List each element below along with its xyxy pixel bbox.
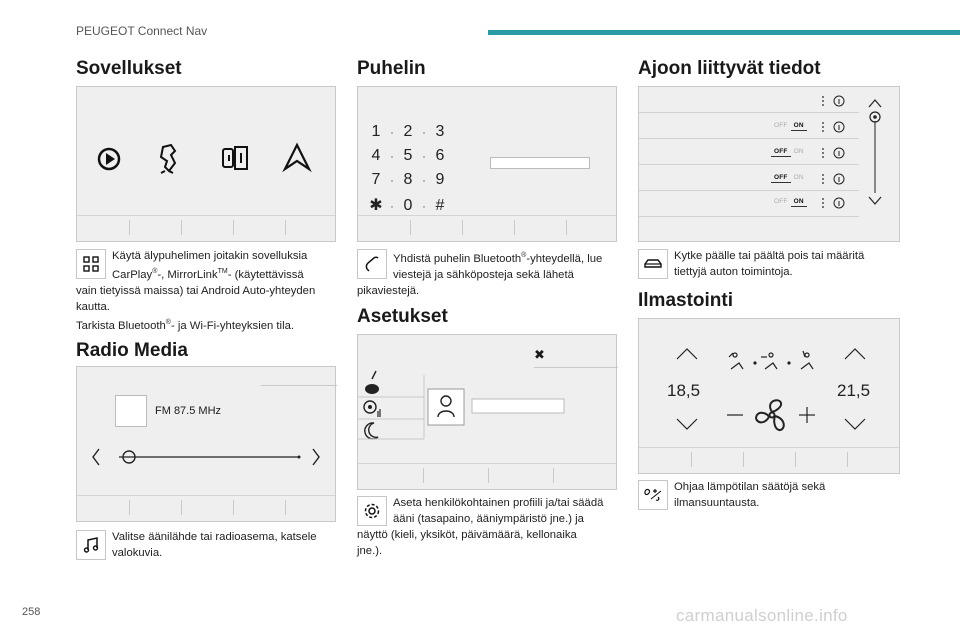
- driving-screen: [638, 86, 900, 242]
- settings-screen: [357, 334, 617, 490]
- profile-name-field[interactable]: [472, 399, 564, 413]
- fan-icon: [756, 400, 784, 430]
- info-icon[interactable]: [834, 96, 844, 106]
- driving-description: Kytke päälle tai päältä pois tai määritä tiettyjä auton toimintoja.: [674, 250, 865, 278]
- key-1[interactable]: 1: [371, 123, 381, 140]
- key-7[interactable]: 7: [371, 171, 381, 188]
- running-header: PEUGEOT Connect Nav: [76, 24, 208, 38]
- key-hash[interactable]: #: [435, 197, 445, 214]
- apps-description: Käytä älypuhelimen joitakin sovelluksia CarPlay®-, MirrorLink™- (käytettävissä vain tietyissä maissa) tai Android Auto-yhteyden kautta. Tarkista Bluetooth®- ja Wi-Fi-yhteyksien tila.: [76, 250, 316, 332]
- key-6[interactable]: 6: [435, 147, 445, 164]
- palette-icon[interactable]: [365, 371, 379, 394]
- air-flow-face-icon[interactable]: [761, 353, 777, 369]
- section-title-driving: Ajoon liittyvät tiedot: [638, 58, 821, 79]
- key-5[interactable]: 5: [403, 147, 413, 164]
- info-icon[interactable]: [834, 174, 844, 184]
- carplay-icon[interactable]: [99, 149, 119, 169]
- android-auto-icon[interactable]: [285, 145, 309, 169]
- sound-settings-icon[interactable]: [364, 401, 380, 417]
- previous-icon[interactable]: [93, 449, 99, 465]
- key-8[interactable]: 8: [403, 171, 413, 188]
- more-options-icon[interactable]: [822, 96, 824, 106]
- key-star[interactable]: ✱: [369, 197, 383, 214]
- key-3[interactable]: 3: [435, 123, 445, 140]
- temp-right: 21,5: [837, 381, 871, 400]
- radio-description: Valitse äänilähde tai radioasema, katsele valokuvia.: [112, 531, 317, 559]
- phone-description: Yhdistä puhelin Bluetooth®-yhteydellä, lue viestejä ja sähköposteja sekä lähetä pikaviestejä.: [357, 252, 603, 297]
- night-mode-icon[interactable]: [365, 423, 378, 439]
- more-options-icon[interactable]: [822, 148, 824, 158]
- header-accent-bar: [488, 30, 960, 35]
- watermark: carmanualsonline.info: [676, 606, 848, 625]
- temp-right-down-icon[interactable]: [845, 419, 865, 429]
- air-flow-feet-icon[interactable]: [801, 351, 813, 369]
- scroll-up-icon[interactable]: [869, 100, 881, 107]
- peugeot-lion-icon[interactable]: [161, 145, 175, 173]
- temp-right-up-icon[interactable]: [845, 349, 865, 359]
- apps-screen: [76, 86, 336, 242]
- page-number: 258: [22, 606, 41, 618]
- section-title-apps: Sovellukset: [76, 58, 182, 79]
- fan-increase-icon[interactable]: [799, 407, 815, 423]
- section-title-settings: Asetukset: [357, 306, 448, 327]
- close-icon[interactable]: ✖: [534, 347, 545, 362]
- next-icon[interactable]: [313, 449, 319, 465]
- mirrorlink-icon[interactable]: [223, 147, 247, 169]
- toggle-3[interactable]: OFF ON: [771, 173, 807, 183]
- section-title-radio: Radio Media: [76, 340, 188, 361]
- more-options-icon[interactable]: [822, 174, 824, 184]
- toggle-4[interactable]: OFF ON: [771, 197, 807, 207]
- info-icon[interactable]: [834, 122, 844, 132]
- radio-screen: [76, 366, 336, 522]
- key-4[interactable]: 4: [371, 147, 381, 164]
- air-flow-windshield-icon[interactable]: [729, 353, 743, 369]
- phone-screen: 1 · 2 · 3 4 · 5 · 6 7 · 8 · 9 ✱ · 0 · #: [357, 86, 617, 242]
- temp-left-up-icon[interactable]: [677, 349, 697, 359]
- more-options-icon[interactable]: [822, 198, 824, 208]
- key-0[interactable]: 0: [403, 197, 413, 214]
- number-display: [490, 157, 590, 169]
- section-title-climate: Ilmastointi: [638, 290, 734, 311]
- key-2[interactable]: 2: [403, 123, 413, 140]
- climate-description: Ohjaa lämpötilan säätöjä sekä ilmansuuntausta.: [674, 481, 826, 509]
- toggle-2[interactable]: OFF ON: [771, 147, 807, 157]
- info-icon[interactable]: [834, 198, 844, 208]
- section-title-phone: Puhelin: [357, 58, 426, 79]
- scroll-down-icon[interactable]: [869, 197, 881, 204]
- user-profile-icon[interactable]: [428, 389, 464, 425]
- temp-left-down-icon[interactable]: [677, 419, 697, 429]
- key-9[interactable]: 9: [435, 171, 445, 188]
- toggle-1[interactable]: OFF ON: [771, 121, 807, 131]
- settings-description: Aseta henkilökohtainen profiili ja/tai säädä ääni (tasapaino, ääniympäristö jne.) ja näyttö (kieli, yksiköt, päivämäärä, kellonaika jne.).: [357, 497, 604, 557]
- climate-screen: [638, 318, 900, 474]
- station-frequency: FM 87.5 MHz: [155, 405, 222, 417]
- info-icon[interactable]: [834, 148, 844, 158]
- more-options-icon[interactable]: [822, 122, 824, 132]
- temp-left: 18,5: [667, 381, 701, 400]
